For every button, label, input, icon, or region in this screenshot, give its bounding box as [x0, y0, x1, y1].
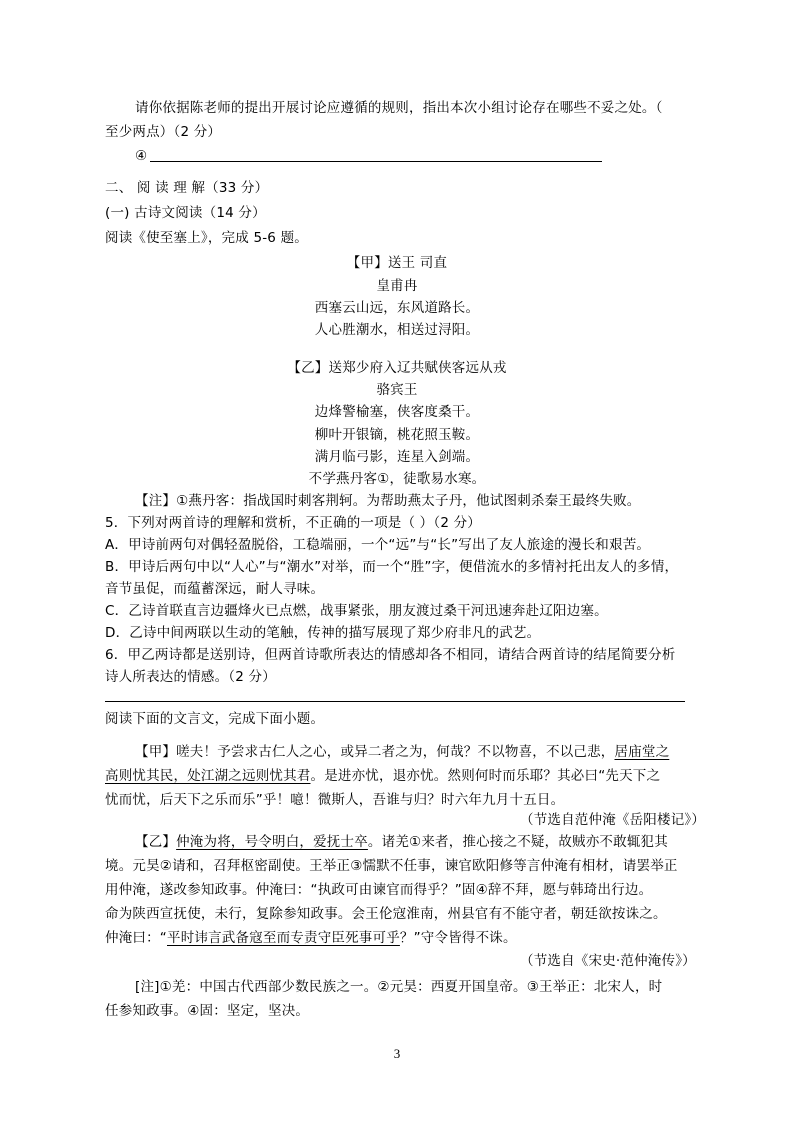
poem-b-author: 骆宾王 [376, 382, 418, 398]
passage-text: 仲淹曰：“ [105, 930, 167, 946]
section-divider [105, 701, 685, 702]
question-5-option-c: C．乙诗首联直言边疆烽火已点燃，战事紧张，朋友渡过桑干河迅速奔赴辽阳边塞。 [105, 603, 608, 619]
poem-b-title: 【乙】送郑少府入辽共赋侠客远从戎 [287, 360, 507, 376]
answer-marker: ④ [135, 148, 148, 164]
question-5-option-d: D．乙诗中间两联以生动的笔触，传神的描写展现了郑少府非凡的武艺。 [105, 625, 541, 641]
poem-a-line: 人心胜潮水，相送过浔阳。 [314, 322, 480, 338]
intro-line-2: 至少两点）（2 分） [105, 124, 222, 140]
question-5-option-b: B．甲诗后两句中以“人心”与“潮水”对举，而一个“胜”字，便借流水的多情衬托出友人的多情， [105, 559, 679, 575]
question-6-line-1: 6．甲乙两诗都是送别诗，但两首诗歌所表达的情感却各不相同，请结合两首诗的结尾简要分析 [105, 647, 676, 663]
underlined-sentence: 仲淹为将，号令明白，爱抚士卒 [176, 834, 368, 850]
poem-note: 【注】①燕丹客：指战国时刺客荆轲。为帮助燕太子丹，他试图刺杀秦王最终失败。 [135, 493, 641, 509]
passage-b-line-3: 用仲淹，遂改参知政事。仲淹曰：“执政可由谏官而得乎？”固④辞不拜，愿与韩琦出行边。 [105, 882, 653, 898]
poem-a-line: 西塞云山远，东风道路长。 [314, 300, 480, 316]
question-5-option-b-cont: 音节虽促，而蕴蓄深远，耐人寻味。 [105, 581, 325, 597]
passage-b-line-4: 命为陕西宣抚使，未行，复除参知政事。会王伦寇淮南，州县官有不能守者，朝廷欲按诛之。 [105, 906, 667, 922]
classical-instruction: 阅读下面的文言文，完成下面小题。 [105, 711, 325, 727]
subsection-title: (一) 古诗文阅读（14 分） [105, 205, 266, 221]
underlined-sentence: 居庙堂之 [614, 744, 670, 760]
passage-text: 。是进亦忧，退亦忧。然则何时而乐耶？其必曰“先天下之 [310, 768, 661, 784]
poem-a-author: 皇甫冉 [376, 278, 418, 294]
passage-text: 。诸羌①来者，推心接之不疑，故贼亦不敢辄犯其 [367, 834, 668, 850]
passage-b-line-2: 境。元昊②请和，召拜枢密副使。王举正③懦默不任事，谏官欧阳修等言仲淹有相材，请罢举正 [105, 858, 678, 874]
passage-a-source: （节选自范仲淹《岳阳楼记》） [520, 812, 706, 828]
question-6-line-2: 诗人所表达的情感。（2 分） [105, 669, 276, 685]
passage-text: 【甲】嗟夫！予尝求古仁人之心，或异二者之为，何哉？不以物喜，不以己悲， [135, 744, 615, 760]
footnote-line-1: [注]①羌：中国古代西部少数民族之一。②元昊：西夏开国皇帝。③王举正：北宋人，时 [135, 979, 663, 995]
passage-text: 【乙】 [135, 834, 177, 850]
passage-b-source: （节选自《宋史·范仲淹传》） [520, 953, 696, 969]
poem-a-title: 【甲】送王 司直 [346, 255, 448, 271]
poem-b-line: 满月临弓影，连星入剑端。 [314, 449, 480, 465]
passage-b-line-1 [135, 832, 668, 852]
section-title: 二、 阅 读 理 解（33 分） [105, 180, 269, 196]
page-number: 3 [393, 1046, 401, 1061]
poem-b-line: 柳叶开银镝，桃花照玉鞍。 [314, 427, 480, 443]
poem-b-line: 不学燕丹客①，徒歌易水寒。 [308, 471, 486, 487]
footnote-line-2: 任参知政事。④固：坚定，坚决。 [105, 1003, 310, 1019]
passage-a-line-2 [105, 766, 660, 786]
answer-line[interactable] [150, 161, 602, 162]
underlined-sentence: 平时讳言武备寇至而专责守臣死事可乎 [167, 930, 400, 946]
passage-text: ？”守令皆得不诛。 [399, 930, 517, 946]
passage-b-line-5 [105, 928, 517, 948]
intro-line-1: 请你依据陈老师的提出开展讨论应遵循的规则，指出本次小组讨论存在哪些不妥之处。（ [135, 100, 663, 116]
passage-a-line-3: 忧而忧，后天下之乐而乐”乎！噫！微斯人，吾谁与归？时六年九月十五日。 [105, 792, 565, 808]
passage-a-line-1 [135, 742, 669, 762]
poem-b-line: 边烽警榆塞，侠客度桑干。 [314, 404, 480, 420]
question-5-stem: 5．下列对两首诗的理解和赏析，不正确的一项是（ ）（2 分） [105, 515, 482, 531]
question-5-option-a: A．甲诗前两句对偶轻盈脱俗，工稳端丽，一个“远”与“长”写出了友人旅途的漫长和艰苦。 [105, 537, 651, 553]
underlined-sentence: 高则忧其民，处江湖之远则忧其君 [105, 768, 311, 784]
poem-instruction: 阅读《使至塞上》，完成 5-6 题。 [105, 230, 308, 246]
